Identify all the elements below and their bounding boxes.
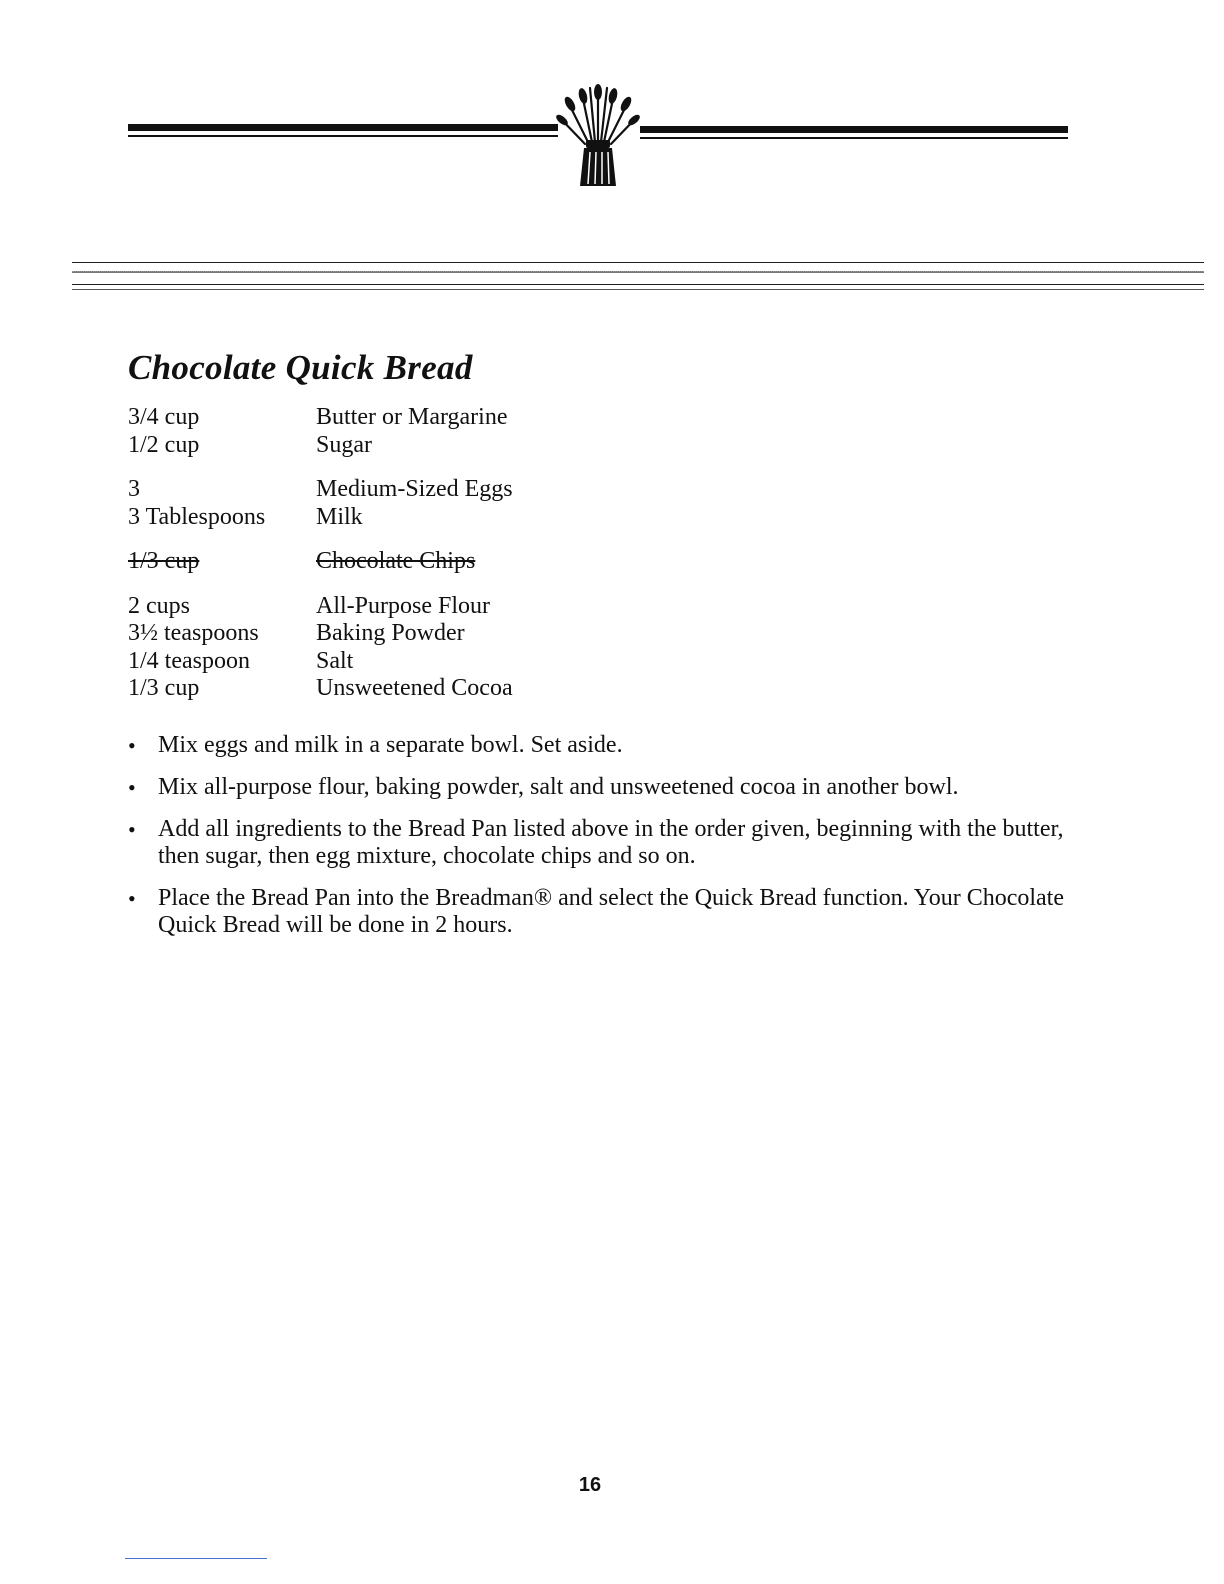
ingredient-quantity: 3	[128, 476, 140, 502]
ingredient-name: Medium-Sized Eggs	[316, 476, 513, 502]
ingredient-quantity: 3 Tablespoons	[128, 503, 266, 530]
bullet-icon: •	[128, 775, 136, 800]
ingredient-group	[128, 404, 608, 459]
instruction-step	[128, 816, 1068, 870]
instruction-step	[128, 774, 1068, 801]
ingredient-row	[128, 504, 608, 532]
ingredient-name: Unsweetened Cocoa	[316, 675, 513, 701]
ingredient-row	[128, 648, 608, 676]
bullet-icon: •	[128, 817, 136, 842]
instruction-text: Mix all-purpose flour, baking powder, salt and unsweetened cocoa in another bowl.	[158, 774, 959, 800]
ingredient-row	[128, 476, 608, 504]
ingredient-group	[128, 548, 608, 576]
ingredient-name: Sugar	[316, 431, 372, 458]
ingredient-quantity: 3½ teaspoons	[128, 620, 259, 646]
instruction-list	[128, 732, 1068, 954]
ingredient-quantity: 3/4 cup	[128, 404, 200, 430]
ingredient-row	[128, 404, 608, 432]
recipe-title: Chocolate Quick Bread	[128, 348, 473, 387]
instruction-text: Mix eggs and milk in a separate bowl. Set aside.	[158, 732, 623, 758]
header-rule-left	[128, 124, 558, 131]
ingredient-quantity: 1/2 cup	[128, 431, 200, 458]
ingredient-name: Salt	[316, 647, 354, 674]
ingredient-row	[128, 432, 608, 460]
ingredient-quantity: 1/3 cup	[128, 675, 200, 701]
ingredient-quantity: 2 cups	[128, 592, 190, 619]
ingredient-name: Chocolate Chips	[316, 548, 476, 574]
wheat-sheaf-icon	[552, 82, 644, 188]
instruction-text: Place the Bread Pan into the Breadman® and select the Quick Bread function. Your Chocolate Quick Bread will be done in 2 hours.	[158, 885, 1064, 938]
ingredient-quantity: 1/3 cup	[128, 548, 200, 574]
ingredient-name: Baking Powder	[316, 620, 465, 646]
ingredient-name: All-Purpose Flour	[316, 592, 490, 619]
page-number: 16	[578, 1474, 602, 1496]
ingredient-row	[128, 675, 608, 703]
ingredient-group	[128, 476, 608, 531]
section-divider	[72, 262, 1204, 292]
ingredient-row	[128, 593, 608, 621]
ingredient-quantity: 1/4 teaspoon	[128, 647, 250, 674]
ingredient-list	[128, 404, 608, 720]
header-rule-right	[640, 126, 1068, 133]
bullet-icon: •	[128, 733, 136, 758]
instruction-text: Add all ingredients to the Bread Pan listed above in the order given, beginning with the butter, then sugar, then egg mixture, chocolate chips and so on.	[158, 816, 1064, 869]
ingredient-name: Butter or Margarine	[316, 404, 508, 430]
ingredient-group	[128, 593, 608, 703]
footer-rule	[125, 1558, 267, 1559]
instruction-step	[128, 732, 1068, 759]
ingredient-name: Milk	[316, 503, 363, 530]
ingredient-row	[128, 548, 608, 576]
ingredient-row	[128, 620, 608, 648]
bullet-icon: •	[128, 886, 136, 911]
instruction-step	[128, 885, 1068, 939]
